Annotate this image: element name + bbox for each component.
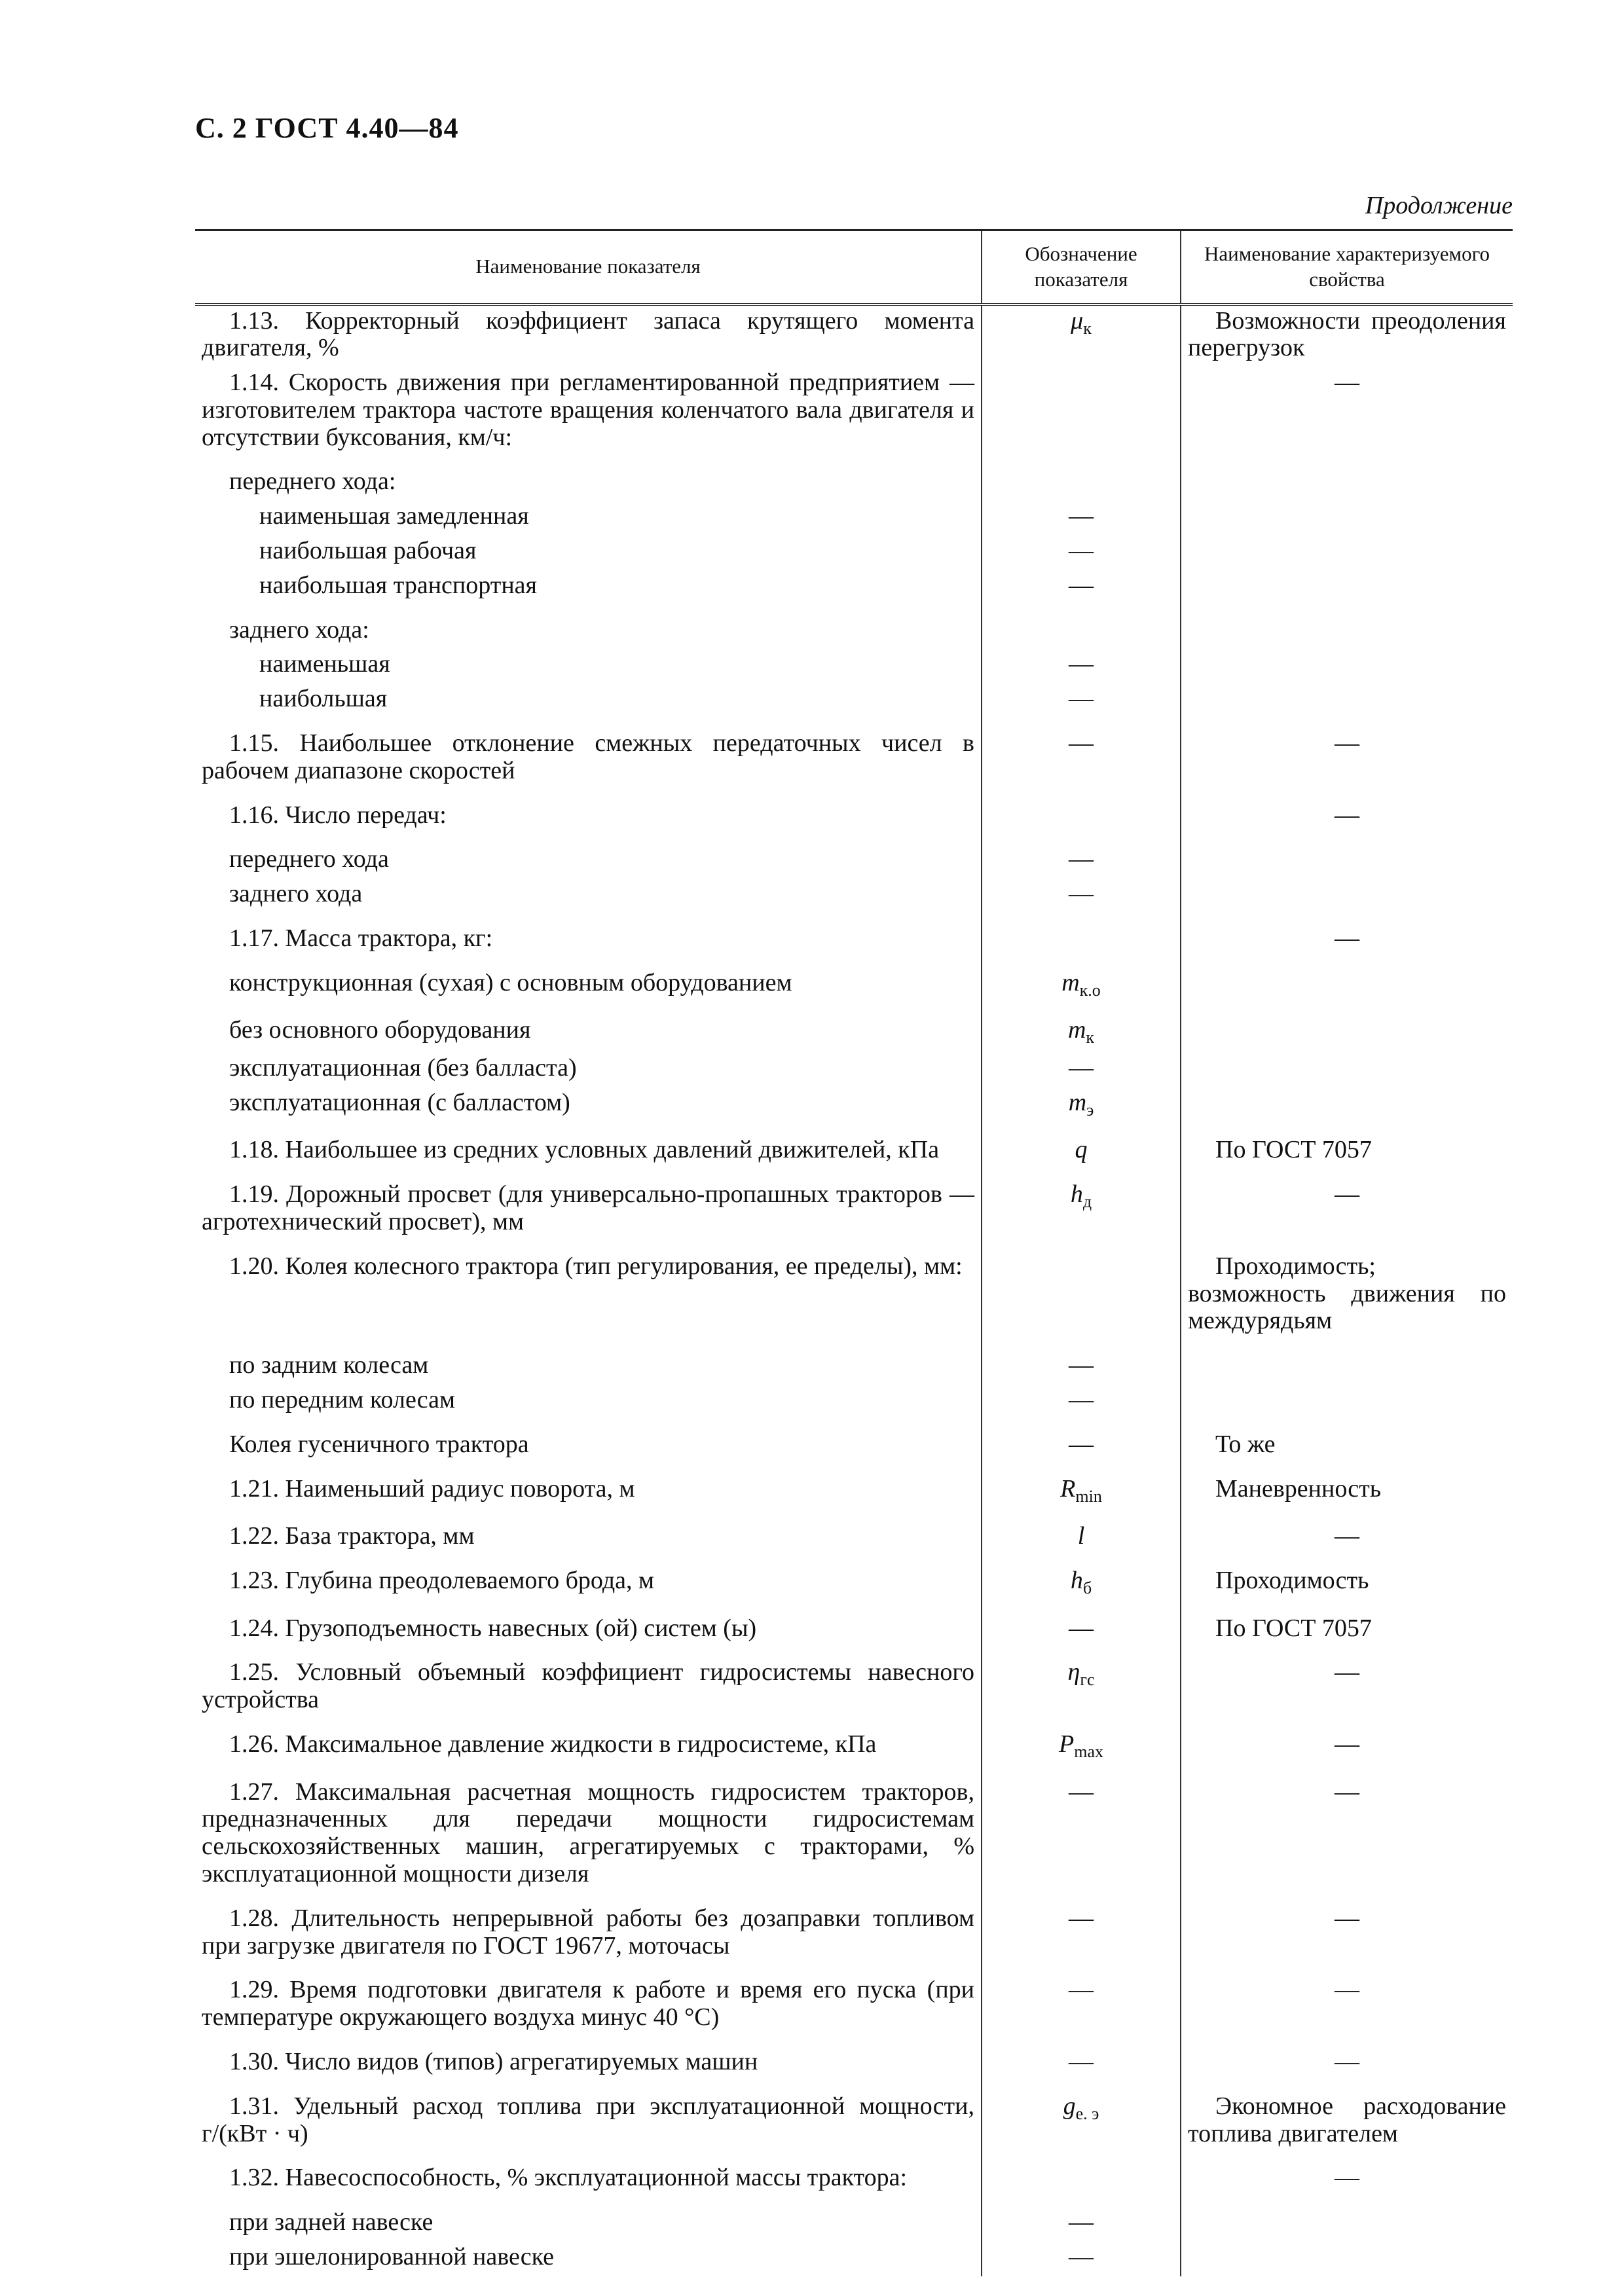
property-cell — [1181, 1087, 1513, 1125]
indicator-name: 1.24. Грузоподъемность навесных (ой) систем (ы) — [229, 1614, 757, 1642]
indicator-name-cell — [195, 1511, 982, 1556]
indicator-symbol-cell — [982, 1053, 1181, 1087]
indicator-name: 1.31. Удельный расход топлива при эксплуатационной мощности, г/(кВт · ч) — [202, 2092, 974, 2147]
property-cell — [1181, 1556, 1513, 1603]
property-cell — [1181, 304, 1513, 368]
property-cell — [1181, 1385, 1513, 1419]
indicator-name: 1.22. База трактора, мм — [229, 1522, 475, 1550]
property-cell — [1181, 958, 1513, 1006]
indicator-symbol-cell — [982, 879, 1181, 913]
table-row — [195, 570, 1513, 605]
indicator-name: 1.28. Длительность непрерывной работы без дозаправки топливом при загрузке двигателя по ГОСТ 19677, моточасы — [202, 1904, 974, 1959]
indicator-symbol — [989, 2209, 1173, 2236]
indicator-name-cell — [195, 1385, 982, 1419]
symbol-base: — — [1069, 650, 1094, 678]
symbol-subscript: к.о — [1079, 980, 1101, 1000]
property-cell — [1181, 1241, 1513, 1340]
indicator-symbol — [989, 308, 1173, 338]
property-cell — [1181, 1603, 1513, 1648]
indicator-name: без основного оборудования — [229, 1016, 531, 1044]
symbol-subscript: к — [1083, 318, 1092, 338]
property-cell — [1181, 456, 1513, 501]
property-cell — [1181, 2037, 1513, 2081]
property-cell — [1181, 1464, 1513, 1512]
indicator-name-cell — [195, 1340, 982, 1385]
indicator-name: наименьшая замедленная — [259, 502, 529, 530]
indicator-symbol-cell — [982, 790, 1181, 835]
indicator-symbol-cell — [982, 570, 1181, 605]
symbol-base: g — [1063, 2092, 1076, 2120]
table-row — [195, 2197, 1513, 2242]
column-header-name: Наименование показателя — [195, 230, 982, 304]
property-cell — [1181, 1767, 1513, 1893]
property-cell — [1181, 1511, 1513, 1556]
table-row — [195, 367, 1513, 456]
indicator-symbol — [989, 1431, 1173, 1459]
indicator-name: 1.23. Глубина преодолеваемого брода, м — [229, 1566, 655, 1594]
indicator-symbol — [989, 1779, 1173, 1806]
indicator-symbol — [989, 1387, 1173, 1414]
indicator-symbol — [989, 1181, 1173, 1212]
indicator-symbol-cell — [982, 1556, 1181, 1603]
indicator-symbol — [989, 538, 1173, 565]
indicator-name-cell — [195, 1087, 982, 1125]
property-cell — [1181, 1965, 1513, 2037]
indicator-symbol-cell — [982, 367, 1181, 456]
indicator-name: 1.18. Наибольшее из средних условных давлений движителей, кПа — [229, 1136, 940, 1164]
indicator-name-cell — [195, 913, 982, 958]
indicator-name-cell — [195, 304, 982, 368]
property-text: — — [1335, 1777, 1359, 1806]
symbol-base: — — [1069, 1054, 1094, 1082]
symbol-base: η — [1067, 1658, 1080, 1686]
indicator-symbol-cell — [982, 1087, 1181, 1125]
property-cell — [1181, 1005, 1513, 1053]
indicator-name: 1.30. Число видов (типов) агрегатируемых машин — [229, 2047, 758, 2075]
indicator-symbol-cell — [982, 1893, 1181, 1965]
property-text: Возможности преодоления перегрузок — [1188, 306, 1506, 362]
indicator-symbol-cell — [982, 304, 1181, 368]
indicator-symbol-cell — [982, 1767, 1181, 1893]
table-row — [195, 1511, 1513, 1556]
table-header-row — [195, 230, 1513, 304]
property-cell — [1181, 2197, 1513, 2242]
table-row — [195, 958, 1513, 1006]
property-cell — [1181, 834, 1513, 879]
indicator-name: 1.20. Колея колесного трактора (тип регулирования, ее пределы), мм: — [229, 1252, 963, 1280]
property-text: — — [1335, 1730, 1359, 1758]
symbol-subscript: е. э — [1075, 2104, 1099, 2123]
indicator-name: 1.32. Навесоспособность, % эксплуатационной массы трактора: — [229, 2164, 908, 2192]
symbol-base: m — [1068, 1088, 1087, 1116]
indicator-symbol-cell — [982, 1719, 1181, 1767]
property-cell — [1181, 790, 1513, 835]
indicator-name-cell — [195, 1241, 982, 1340]
symbol-subscript: max — [1074, 1741, 1103, 1761]
indicator-symbol — [989, 1352, 1173, 1379]
indicator-name: наибольшая — [259, 685, 388, 713]
table-row — [195, 1340, 1513, 1385]
property-cell — [1181, 1893, 1513, 1965]
indicator-symbol-cell — [982, 683, 1181, 718]
property-cell — [1181, 1647, 1513, 1719]
symbol-subscript: э — [1086, 1100, 1094, 1120]
indicator-symbol — [989, 1905, 1173, 1933]
property-text: По ГОСТ 7057 — [1215, 1136, 1372, 1164]
property-text: — — [1335, 801, 1359, 829]
indicator-name: наименьшая — [259, 650, 390, 678]
table-row — [195, 834, 1513, 879]
indicator-name-cell — [195, 683, 982, 718]
indicator-name: эксплуатационная (с балластом) — [229, 1088, 570, 1116]
indicator-symbol — [989, 1137, 1173, 1164]
symbol-base: — — [1069, 845, 1094, 873]
property-cell — [1181, 2242, 1513, 2276]
symbol-base: — — [1069, 1430, 1094, 1458]
property-text: Проходимость — [1215, 1566, 1369, 1594]
indicator-name-cell — [195, 367, 982, 456]
indicator-symbol — [989, 685, 1173, 713]
indicator-name-cell — [195, 1169, 982, 1241]
indicator-name: при задней навеске — [229, 2208, 433, 2236]
indicator-symbol-cell — [982, 1464, 1181, 1512]
property-cell — [1181, 683, 1513, 718]
table-row — [195, 879, 1513, 913]
indicator-symbol-cell — [982, 718, 1181, 790]
indicator-name-cell — [195, 2197, 982, 2242]
table-row — [195, 1767, 1513, 1893]
property-cell — [1181, 649, 1513, 683]
indicator-symbol-cell — [982, 2153, 1181, 2197]
indicator-symbol — [989, 1055, 1173, 1082]
table-row — [195, 304, 1513, 368]
table-row — [195, 649, 1513, 683]
indicator-name-cell — [195, 958, 982, 1006]
table-row — [195, 1719, 1513, 1767]
indicator-symbol — [989, 1523, 1173, 1550]
indicator-symbol-cell — [982, 1385, 1181, 1419]
page-header: С. 2 ГОСТ 4.40—84 — [195, 112, 459, 144]
indicator-name: 1.15. Наибольшее отклонение смежных передаточных чисел в рабочем диапазоне скоростей — [202, 729, 974, 784]
symbol-base: R — [1060, 1474, 1076, 1503]
symbol-subscript: к — [1086, 1028, 1095, 1048]
property-cell — [1181, 2153, 1513, 2197]
indicator-symbol-cell — [982, 913, 1181, 958]
table-row — [195, 718, 1513, 790]
indicator-name-cell — [195, 1125, 982, 1169]
property-text: — — [1335, 729, 1359, 757]
indicator-name-cell — [195, 1719, 982, 1767]
property-cell — [1181, 718, 1513, 790]
indicator-symbol — [989, 1615, 1173, 1643]
indicator-name-cell — [195, 570, 982, 605]
table-row — [195, 2242, 1513, 2276]
property-cell — [1181, 1125, 1513, 1169]
property-cell — [1181, 1340, 1513, 1385]
property-cell — [1181, 536, 1513, 570]
indicator-symbol — [989, 881, 1173, 908]
table-row — [195, 1385, 1513, 1419]
indicator-name-cell — [195, 2081, 982, 2153]
indicator-name: 1.27. Максимальная расчетная мощность гидросистем тракторов, предназначенных для передачи мощности гидросистемам сельскохозяйственных машин, агрегатируемых с тракторами, % эксплуатационной мощности дизеля — [202, 1777, 974, 1887]
table-row — [195, 1647, 1513, 1719]
indicator-name-cell — [195, 2037, 982, 2081]
property-cell — [1181, 913, 1513, 958]
property-text: По ГОСТ 7057 — [1215, 1614, 1372, 1642]
indicator-symbol — [989, 1089, 1173, 1120]
table-row — [195, 1169, 1513, 1241]
indicator-name-cell — [195, 456, 982, 501]
indicator-symbol-cell — [982, 605, 1181, 649]
indicator-symbol-cell — [982, 536, 1181, 570]
indicator-name: переднего хода: — [229, 467, 396, 496]
symbol-base: h — [1070, 1180, 1083, 1209]
indicator-name-cell — [195, 1556, 982, 1603]
indicator-name: 1.26. Максимальное давление жидкости в гидросистеме, кПа — [229, 1730, 877, 1758]
indicator-name-cell — [195, 834, 982, 879]
indicator-name: эксплуатационная (без балласта) — [229, 1054, 577, 1082]
indicator-name-cell — [195, 1053, 982, 1087]
table-row — [195, 2081, 1513, 2153]
table-row — [195, 2037, 1513, 2081]
column-header-property: Наименование характеризуемого свойства — [1181, 230, 1513, 304]
symbol-base: — — [1069, 2047, 1094, 2075]
property-text: — — [1335, 1180, 1359, 1209]
indicator-symbol — [989, 572, 1173, 600]
indicator-symbol — [989, 1731, 1173, 1762]
indicator-name: 1.13. Корректорный коэффициент запаса крутящего момента двигателя, % — [202, 306, 974, 362]
table-row — [195, 1005, 1513, 1053]
symbol-base: — — [1069, 571, 1094, 599]
indicator-name: 1.19. Дорожный просвет (для универсально-пропашных тракторов — агротехнический просвет), мм — [202, 1180, 974, 1236]
table-body — [195, 304, 1513, 2276]
symbol-base: — — [1069, 1386, 1094, 1413]
property-cell — [1181, 501, 1513, 536]
property-text: — — [1335, 1658, 1359, 1686]
table-row — [195, 1241, 1513, 1340]
indicator-symbol — [989, 1017, 1173, 1048]
indicator-name-cell — [195, 1005, 982, 1053]
indicator-name: 1.16. Число передач: — [229, 801, 447, 829]
symbol-base: l — [1077, 1522, 1085, 1550]
symbol-base: — — [1069, 1351, 1094, 1379]
indicator-symbol — [989, 2244, 1173, 2271]
indicator-symbol-cell — [982, 1340, 1181, 1385]
symbol-base: q — [1075, 1136, 1088, 1164]
indicator-table — [195, 229, 1513, 2276]
symbol-base: μ — [1071, 306, 1084, 335]
indicator-symbol — [989, 846, 1173, 873]
property-text: — — [1335, 369, 1359, 397]
symbol-base: m — [1061, 968, 1080, 996]
symbol-subscript: б — [1082, 1578, 1092, 1597]
property-text: Маневренность — [1215, 1474, 1382, 1503]
indicator-symbol — [989, 1977, 1173, 2004]
indicator-symbol-cell — [982, 958, 1181, 1006]
table-row — [195, 2153, 1513, 2197]
property-text: — — [1335, 1522, 1359, 1550]
indicator-name: наибольшая рабочая — [259, 537, 477, 565]
indicator-symbol — [989, 2093, 1173, 2124]
indicator-name: по задним колесам — [229, 1351, 429, 1379]
symbol-base: — — [1069, 537, 1094, 565]
indicator-symbol — [989, 970, 1173, 1000]
indicator-symbol-cell — [982, 834, 1181, 879]
indicator-name-cell — [195, 649, 982, 683]
property-text: — — [1335, 2164, 1359, 2192]
property-text: То же — [1215, 1430, 1276, 1458]
symbol-base: h — [1070, 1566, 1083, 1594]
symbol-base: — — [1069, 685, 1094, 713]
property-cell — [1181, 570, 1513, 605]
indicator-symbol — [989, 1476, 1173, 1506]
symbol-base: — — [1069, 2242, 1094, 2270]
indicator-name: наибольшая транспортная — [259, 571, 538, 599]
continuation-label: Продолжение — [1365, 192, 1513, 219]
indicator-symbol-cell — [982, 1511, 1181, 1556]
indicator-name: по передним колесам — [229, 1386, 456, 1413]
table-row — [195, 1556, 1513, 1603]
property-cell — [1181, 367, 1513, 456]
property-cell — [1181, 1169, 1513, 1241]
indicator-name-cell — [195, 1464, 982, 1512]
symbol-base: — — [1069, 1777, 1094, 1806]
indicator-symbol-cell — [982, 1647, 1181, 1719]
table-row — [195, 790, 1513, 835]
indicator-symbol-cell — [982, 2242, 1181, 2276]
indicator-symbol-cell — [982, 501, 1181, 536]
indicator-symbol-cell — [982, 2081, 1181, 2153]
indicator-name: при эшелонированной навеске — [229, 2242, 555, 2270]
table-row — [195, 501, 1513, 536]
indicator-name-cell — [195, 501, 982, 536]
indicator-name-cell — [195, 1603, 982, 1648]
symbol-base: P — [1059, 1730, 1075, 1758]
indicator-symbol-cell — [982, 456, 1181, 501]
table-row — [195, 605, 1513, 649]
symbol-subscript: д — [1082, 1192, 1092, 1212]
table-row — [195, 536, 1513, 570]
symbol-subscript: min — [1075, 1486, 1102, 1506]
symbol-base: — — [1069, 729, 1094, 757]
indicator-symbol — [989, 2049, 1173, 2076]
indicator-symbol-cell — [982, 1419, 1181, 1464]
indicator-name-cell — [195, 879, 982, 913]
indicator-symbol — [989, 1567, 1173, 1598]
indicator-symbol — [989, 503, 1173, 530]
indicator-name-cell — [195, 1767, 982, 1893]
table-row — [195, 683, 1513, 718]
property-text: — — [1335, 2047, 1359, 2075]
indicator-symbol — [989, 1659, 1173, 1690]
property-text: — — [1335, 1904, 1359, 1932]
indicator-name-cell — [195, 2242, 982, 2276]
property-cell — [1181, 605, 1513, 649]
symbol-base: — — [1069, 1976, 1094, 2004]
indicator-symbol-cell — [982, 1125, 1181, 1169]
table-row — [195, 1965, 1513, 2037]
indicator-name: Колея гусеничного трактора — [229, 1430, 529, 1458]
table-row — [195, 1053, 1513, 1087]
symbol-base: — — [1069, 502, 1094, 530]
indicator-symbol-cell — [982, 2197, 1181, 2242]
indicator-symbol-cell — [982, 649, 1181, 683]
table-row — [195, 913, 1513, 958]
indicator-name-cell — [195, 718, 982, 790]
indicator-symbol-cell — [982, 2037, 1181, 2081]
indicator-name: 1.17. Масса трактора, кг: — [229, 924, 493, 953]
table-row — [195, 1603, 1513, 1648]
indicator-name: 1.25. Условный объемный коэффициент гидросистемы навесного устройства — [202, 1658, 974, 1714]
indicator-name-cell — [195, 2153, 982, 2197]
symbol-base: — — [1069, 1904, 1094, 1932]
table-row — [195, 1125, 1513, 1169]
indicator-name-cell — [195, 1419, 982, 1464]
table-row — [195, 456, 1513, 501]
property-text: Экономное расходование топлива двигателем — [1188, 2092, 1506, 2147]
indicator-name-cell — [195, 605, 982, 649]
indicator-name-cell — [195, 790, 982, 835]
symbol-base: m — [1067, 1016, 1086, 1044]
indicator-name-cell — [195, 1965, 982, 2037]
indicator-name: 1.29. Время подготовки двигателя к работе и время его пуска (при температуре окружающего воздуха минус 40 °С) — [202, 1976, 974, 2032]
indicator-symbol-cell — [982, 1005, 1181, 1053]
property-text: Проходимость; возможность движения по междурядьям — [1188, 1252, 1506, 1335]
indicator-symbol-cell — [982, 1241, 1181, 1340]
property-cell — [1181, 1719, 1513, 1767]
property-cell — [1181, 879, 1513, 913]
indicator-name: 1.21. Наименьший радиус поворота, м — [229, 1474, 635, 1503]
table-row — [195, 1087, 1513, 1125]
indicator-name-cell — [195, 1893, 982, 1965]
indicator-name-cell — [195, 536, 982, 570]
column-header-symbol: Обозначение показателя — [982, 230, 1181, 304]
indicator-name-cell — [195, 1647, 982, 1719]
symbol-base: — — [1069, 2208, 1094, 2236]
indicator-symbol-cell — [982, 1965, 1181, 2037]
property-text: — — [1335, 1976, 1359, 2004]
table-row — [195, 1419, 1513, 1464]
indicator-symbol-cell — [982, 1169, 1181, 1241]
indicator-symbol-cell — [982, 1603, 1181, 1648]
property-text: — — [1335, 924, 1359, 953]
symbol-subscript: гс — [1080, 1670, 1095, 1690]
property-cell — [1181, 1419, 1513, 1464]
indicator-name: заднего хода: — [229, 615, 369, 644]
indicator-symbol — [989, 730, 1173, 757]
indicator-name: 1.14. Скорость движения при регламентированной предприятием — изготовителем трактора частоте вращения коленчатого вала двигателя и отсутствии буксования, км/ч: — [202, 369, 974, 451]
property-cell — [1181, 2081, 1513, 2153]
symbol-base: — — [1069, 1614, 1094, 1642]
indicator-name: переднего хода — [229, 845, 389, 873]
indicator-name: конструкционная (сухая) с основным оборудованием — [229, 968, 792, 996]
table-row — [195, 1464, 1513, 1512]
indicator-name: заднего хода — [229, 880, 363, 908]
property-cell — [1181, 1053, 1513, 1087]
symbol-base: — — [1069, 880, 1094, 908]
table-row — [195, 1893, 1513, 1965]
indicator-symbol — [989, 651, 1173, 678]
